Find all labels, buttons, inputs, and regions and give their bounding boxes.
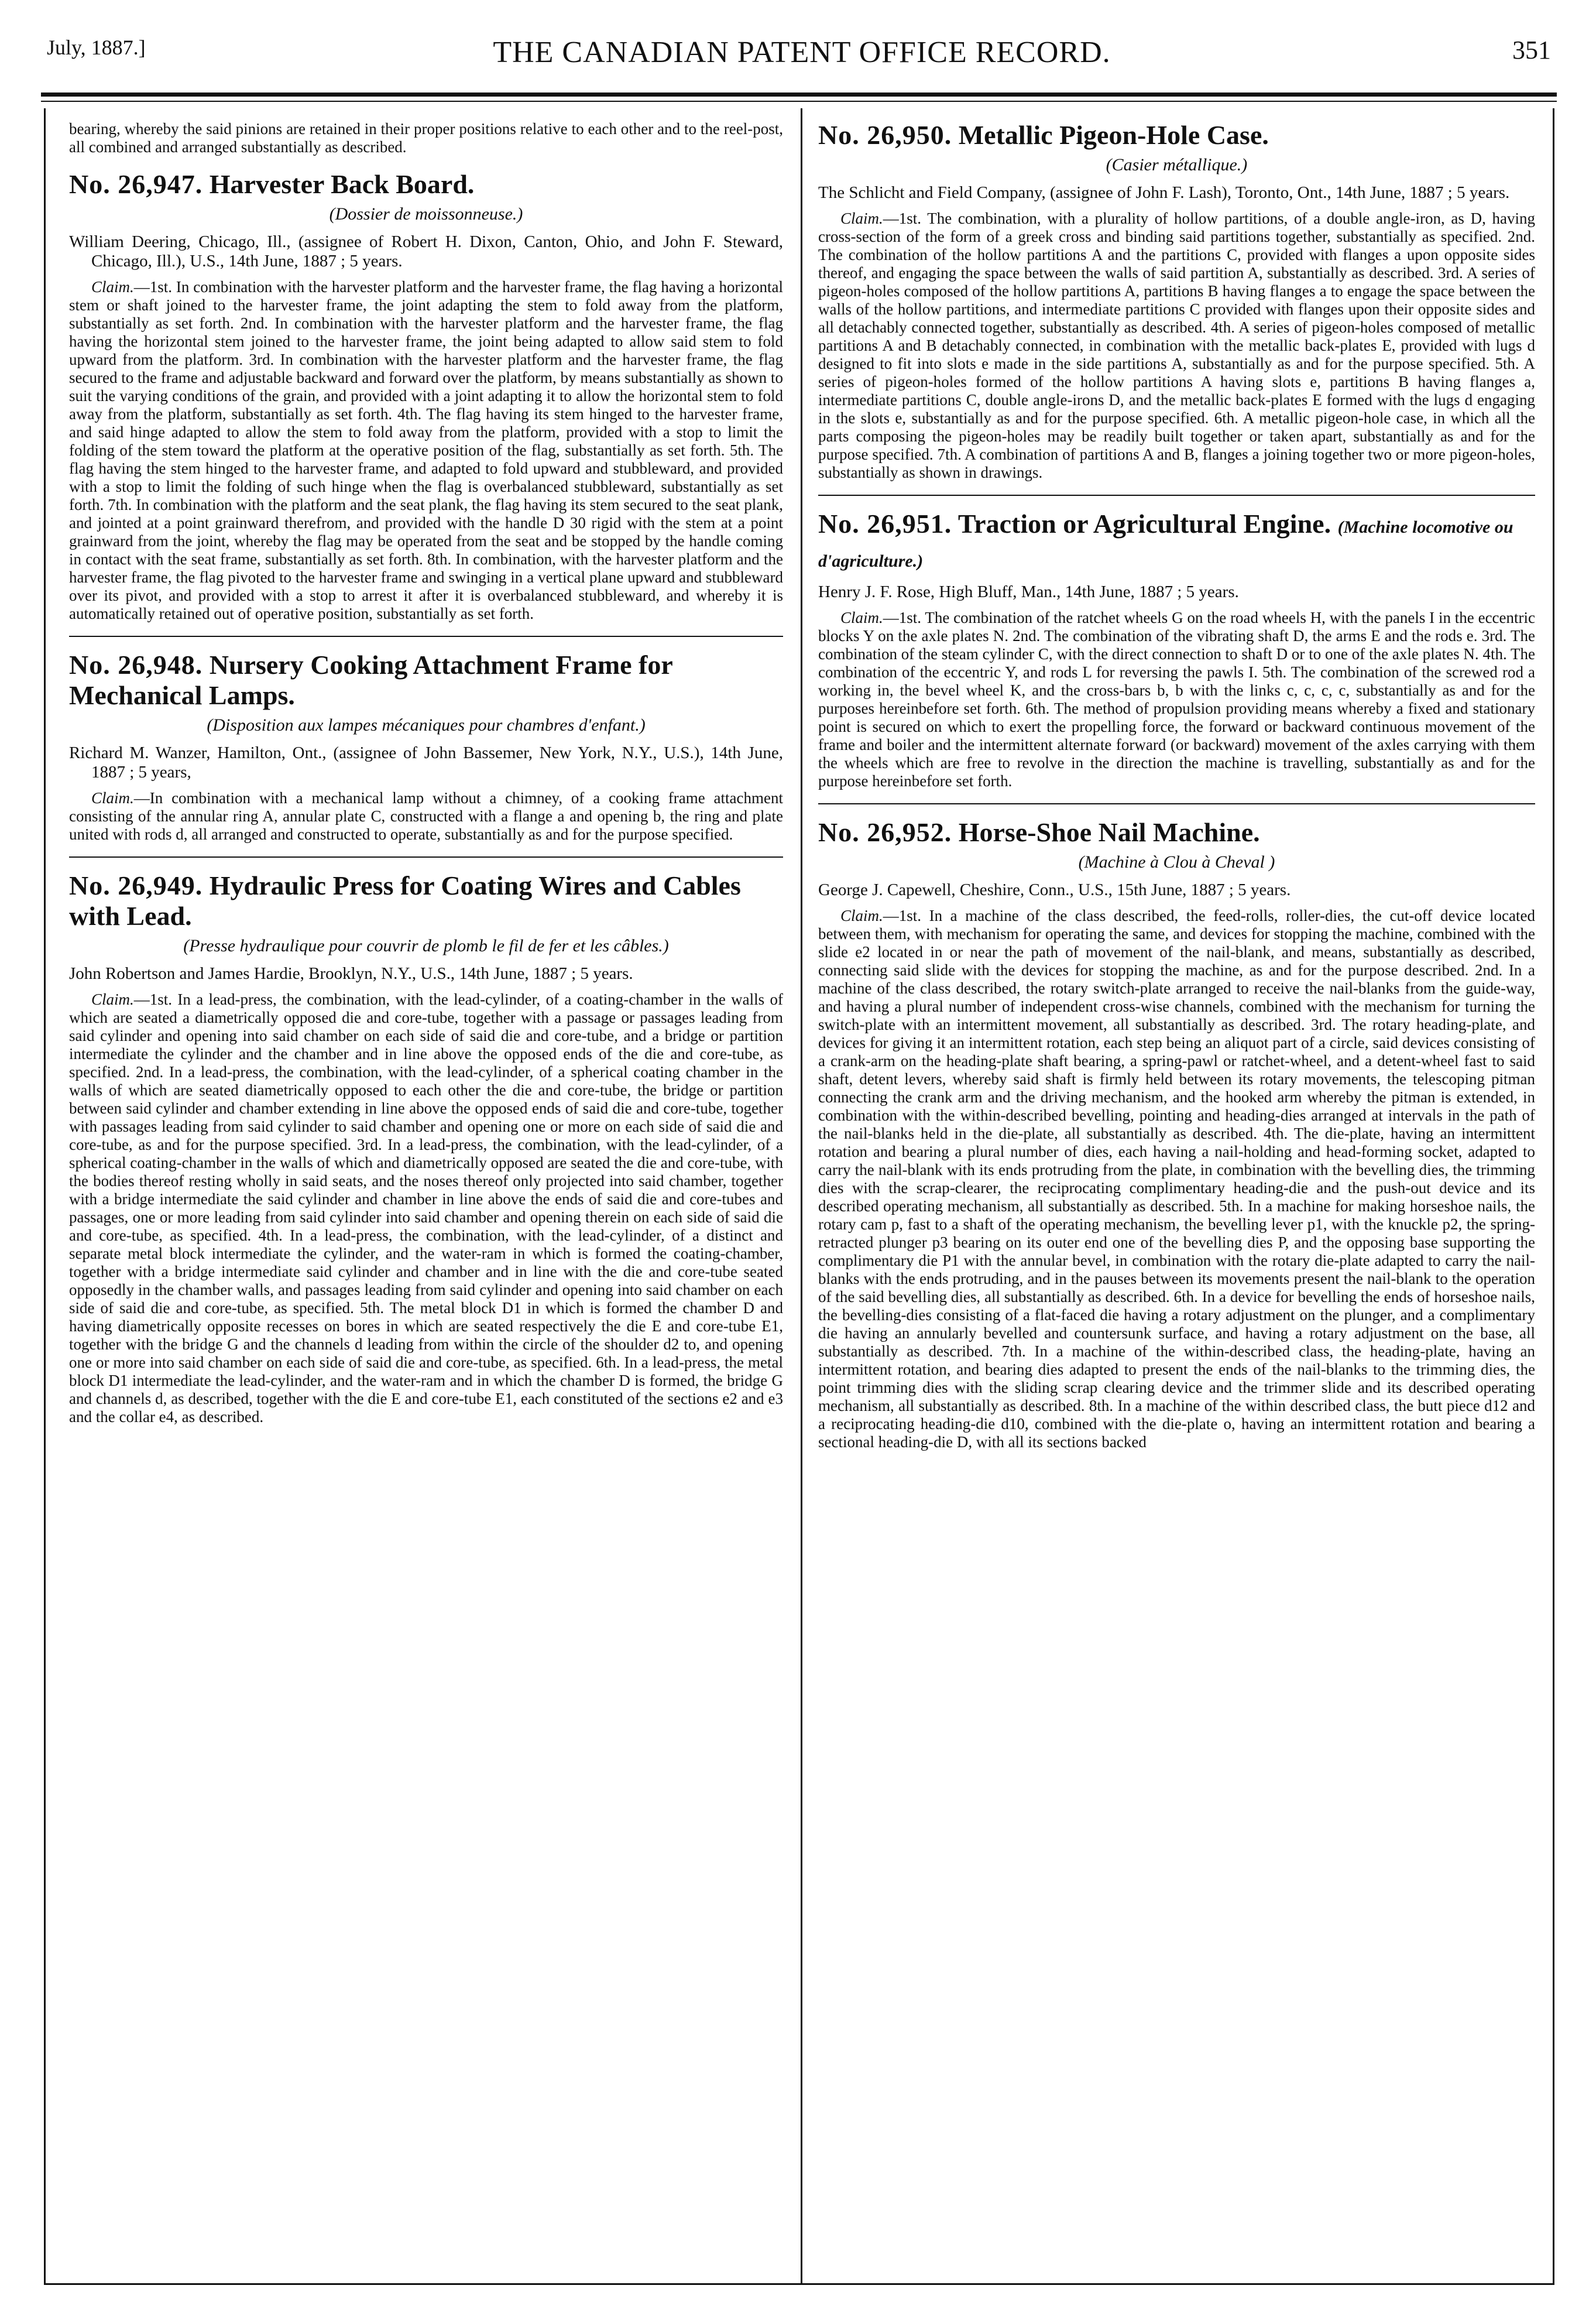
section-divider [69, 636, 783, 637]
claim-text: —1st. The combination of the ratchet wheels G on the road wheels H, with the panels I in the eccentric blocks Y on the axle plates N. 2nd. The combination of the vibrating shaft D, the arms E and the rods e. 3rd. The combination of the steam cylinder C, with the direct connection to shaft D or to one of the axle plates N. 4th. The combination of the eccentric Y, and rods L for reversing the pawls I. 5th. The combination of the screwed rod a working in, the bevel wheel K, and the cross-bars b, b with the links c, c, c, c, substantially as and for the purposes hereinbefore set forth. 6th. The method of propulsion providing means whereby a fixed and stationary point is secured on which to exert the propelling force, the forward or backward continuous movement of the frame and boiler and the intermittent alternate forward (or backward) movement of the axles carrying with them the wheels which are free to revolve in the direction the machine is travelling, substantially as and for the purpose hereinbefore set forth. [818, 609, 1535, 790]
claim-text: —In combination with a mechanical lamp without a chimney, of a cooking frame attachment consisting of the annular ring A, annular plate C, constructed with a flange a and opening b, the ring and plate united with rods d, all arranged and constructed to operate, substantially as and for the purpose specified. [69, 789, 783, 843]
patent-heading [818, 120, 1535, 150]
french-title: (Machine locomotive ou d'agriculture.) [818, 518, 1513, 571]
patent-title: Horse-Shoe Nail Machine. [958, 817, 1260, 847]
header-rule-thick [41, 92, 1557, 97]
section-divider [69, 856, 783, 858]
patent-assignee: The Schlicht and Field Company, (assignee of John F. Lash), Toronto, Ont., 14th June, 1887 ; 5 years. [818, 183, 1510, 202]
patent-heading [69, 650, 783, 711]
french-title: (Presse hydraulique pour couvrir de plomb le fil de fer et les câbles.) [183, 936, 669, 955]
patent-number: No. 26,947. [69, 169, 203, 199]
patent-entry-26948 [69, 650, 783, 844]
column-divider [801, 108, 802, 2283]
patent-entry-26951 [818, 509, 1535, 790]
patent-title: Hydraulic Press for Coating Wires and Cables with Lead. [69, 871, 741, 931]
patent-heading [818, 509, 1535, 577]
claim-label: Claim. [840, 907, 883, 924]
patent-claim [69, 278, 783, 623]
patent-claim [818, 210, 1535, 482]
header-rule-thin [41, 101, 1557, 102]
section-divider [818, 495, 1535, 496]
patent-entry-26952 [818, 817, 1535, 1451]
patent-assignee: Henry J. F. Rose, High Bluff, Man., 14th June, 1887 ; 5 years. [818, 583, 1239, 601]
patent-number: No. 26,948. [69, 650, 203, 680]
claim-text: —1st. In combination with the harvester platform and the harvester frame, the flag having a horizontal stem or shaft joined to the harvester frame, the joint adapting the stem to fold away from the platform, substantially as set forth. 2nd. In combination with the harvester platform and the harvester frame, the flag having the horizontal stem joined to the harvester frame, the joint being adapted to allow said stem to fold upward from the platform. 3rd. In combination with the harvester platform and the harvester frame, the flag secured to the frame and adjustable backward and forward over the platform, by means substantially as shown to suit the varying conditions of the grain, and provided with a joint adapting it to allow the horizontal stem to fold away from the platform, substantially as set forth. 4th. The flag having its stem hinged to the harvester frame, and said hinge adapted to allow the stem to fold away from the platform, provided with a stop to limit the folding of the stem toward the platform at the operative position of the flag, substantially as set forth. 5th. The flag having the stem hinged to the harvester frame, and adapted to fold upward and stubbleward, and provided with a stop to limit the folding of such hinge when the flag is overbalanced stubbleward, substantially as set forth. 7th. In combination with the platform and the seat plank, the flag having its stem secured to the seat plank, and jointed at a point grainward therefrom, and provided with the handle D 30 rigid with the stem at a point grainward from the joint, whereby the flag may be operated from the seat and be stopped by the handle coming in contact with the seat frame, substantially as set forth. 8th. In combination, with the harvester platform and the harvester frame, the flag pivoted to the harvester frame and swinging in a vertical plane upward and stubbleward over its pivot, and provided with a stop to arrest it after it is overbalanced stubbleward, and whereby it is automatically retained out of operative position, substantially as set forth. [69, 278, 783, 622]
patent-title: Nursery Cooking Attachment Frame for Mechanical Lamps. [69, 650, 672, 710]
french-title: (Casier métallique.) [1106, 155, 1248, 174]
patent-heading [69, 169, 783, 200]
claim-label: Claim. [840, 609, 883, 626]
patent-title: Harvester Back Board. [209, 169, 475, 199]
patent-heading [69, 871, 783, 931]
page-header [41, 35, 1563, 82]
right-column [818, 120, 1535, 2269]
publication-title: THE CANADIAN PATENT OFFICE RECORD. [493, 36, 1111, 69]
patent-claim [69, 991, 783, 1426]
patent-assignee: John Robertson and James Hardie, Brooklyn, N.Y., U.S., 14th June, 1887 ; 5 years. [69, 964, 633, 983]
claim-label: Claim. [91, 991, 134, 1008]
claim-label: Claim. [91, 789, 134, 807]
claim-text: —1st. The combination, with a plurality of hollow partitions, of a double angle-iron, as D, having cross-section of the form of a greek cross and binding said partitions together, substantially as specified. 2nd. The combination of the hollow partitions A and the partitions C, provided with flanges a upon opposite sides thereof, and engaging the space between the walls of said partition A, substantially as described. 3rd. A series of pigeon-holes composed of the hollow partitions A, partitions B having flanges a to engage the space between the walls of the hollow partitions, and intermediate partitions C provided with flanges upon their opposite sides and all detachably connected together, substantially as described. 4th. A series of pigeon-holes composed of metallic partitions A and B detachably connected, in combination with the metallic back-plates E, provided with lugs d designed to fit into slots e made in the side partitions A, substantially as and for the purpose specified. 5th. A series of pigeon-holes formed of the hollow partitions A having slots e, partitions B having flanges a, intermediate partitions C, double angle-irons D, and the metallic back-plates E formed with the lugs d engaging in the slots e, substantially as and for the purpose specified. 6th. A metallic pigeon-hole case, in which all the parts composing the pigeon-holes may be readily built together or taken apart, substantially as and for the purpose specified. 7th. A combination of partitions A and B, flanges a joining together two or more pigeon-holes, substantially as shown in drawings. [818, 210, 1535, 481]
patent-title: Metallic Pigeon-Hole Case. [958, 120, 1269, 150]
french-title: (Dossier de moissonneuse.) [329, 204, 523, 224]
french-title: (Machine à Clou à Cheval ) [1078, 852, 1275, 872]
patent-number: No. 26,950. [818, 120, 952, 150]
page-number: 351 [1512, 36, 1551, 64]
patent-heading [818, 817, 1535, 848]
patent-entry-26950 [818, 120, 1535, 482]
french-title: (Disposition aux lampes mécaniques pour chambres d'enfant.) [207, 715, 646, 735]
claim-text: —1st. In a machine of the class described, the feed-rolls, roller-dies, the cut-off device located between them, with mechanism for operating the same, and devices for stopping the machine, combined with the slide e2 located in or near the path of movement of the nail-blank, and means, substantially as described, connecting said slide with the devices for stopping the machine, as and for the purpose described. 2nd. In a machine of the class described, the rotary switch-plate arranged to receive the nail-blanks from the guide-way, and having a plural number of independent cross-wise channels, combined with the mechanism for turning the switch-plate with an intermittent movement, all substantially as described. 3rd. The rotary heading-plate, and devices for giving it an intermittent rotation, each step being an aliquot part of a circle, said devices consisting of a crank-arm on the heading-plate shaft bearing, a spring-pawl or ratchet-wheel, and a detent-wheel fast to said shaft, detent levers, whereby said shaft is firmly held between its rotary movements, the telescoping pitman connecting the crank arm and the driving mechanism, and the hooked arm whereby the pitman is extended, in combination with the within-described bevelling, pointing and heading-dies arranged at intervals in the path of the nail-blanks held in the die-plate, all substantially as described. 4th. The die-plate, having an intermittent rotation and bearing a plural number of dies, each having a nail-holding and head-forming socket, adapted to carry the nail-blank with its ends protruding from the plate, in combination with the bevelling dies, the trimming dies with the scrap-clearer, the reciprocating complimentary heading-die and the push-out device and its described operating mechanism, all substantially as described. 5th. In a machine for making horseshoe nails, the rotary cam p, fast to a shaft of the operating mechanism, the bevelling lever p1, with the knuckle p2, the spring-retracted plunger p3 bearing on its outer end one of the bevelling dies P, and the opposing base supporting the complimentary die P1 with the annular bevel, in combination with the rotary die-plate adapted to carry the nail-blanks with the ends protruding, and in the pauses between its movements present the nail-blank to the operation of the said bevelling dies, all substantially as described. 6th. In a device for bevelling the ends of horseshoe nails, the bevelling-dies consisting of a flat-faced die having a rotary adjustment on the plunger, and a complimentary die having an annularly bevelled and countersunk surface, and having a rotary adjustment on the base, all substantially as described. 7th. In a machine of the within-described class, the heading-plate, having an intermittent rotation, and bearing dies adapted to present the ends of the nail-blanks to the trimming dies, the point trimming dies with the sliding scrap clearing device and the trimmer slide and its described operating mechanism, all substantially as described. 8th. In a machine of the within described class, the butt piece d12 and a reciprocating heading-die d10, combined with the die-plate o, having an intermittent rotation and bearing a sectional heading-die D, with all its sections backed [818, 907, 1535, 1451]
claim-label: Claim. [91, 278, 134, 296]
claim-label: Claim. [840, 210, 883, 227]
section-divider [818, 803, 1535, 804]
patent-title: Traction or Agricultural Engine. [957, 509, 1331, 539]
patent-assignee: George J. Capewell, Cheshire, Conn., U.S., 15th June, 1887 ; 5 years. [818, 880, 1291, 899]
patent-assignee: William Deering, Chicago, Ill., (assignee of Robert H. Dixon, Canton, Ohio, and John F. Steward, Chicago, Ill.), U.S., 14th June, 1887 ; 5 years. [69, 232, 783, 270]
patent-entry-26947 [69, 169, 783, 623]
patent-claim [818, 609, 1535, 790]
patent-number: No. 26,949. [69, 871, 203, 900]
continuation-text: bearing, whereby the said pinions are retained in their proper positions relative to each other and to the reel-post, all combined and arranged substantially as described. [69, 120, 783, 156]
patent-entry-26949 [69, 871, 783, 1426]
patent-number: No. 26,951. [818, 509, 952, 539]
issue-date: July, 1887.] [47, 36, 146, 59]
patent-assignee: Richard M. Wanzer, Hamilton, Ont., (assignee of John Bassemer, New York, N.Y., U.S.), 14th June, 1887 ; 5 years, [69, 744, 783, 782]
left-column [69, 120, 783, 2269]
claim-text: —1st. In a lead-press, the combination, with the lead-cylinder, of a coating-chamber in the walls of which are seated a diametrically opposed die and core-tube, together with a passage or passages leading from said cylinder and opening into said chamber on each side of said die and core-tube, and a bridge or partition intermediate the cylinder and the chamber and in line above the opposed ends of the die and core-tube, as specified. 2nd. In a lead-press, the combination, with the lead-cylinder, of a spherical coating chamber in the walls of which are seated diametrically opposed to each other the die and core-tube, the bridge or partition between said cylinder and chamber extending in line above the opposed ends of said die and core-tube, together with passages leading from said cylinder to said chamber and opening one or more on each side of said die and core-tube, as and for the purpose specified. 3rd. In a lead-press, the combination, with the lead-cylinder, of a spherical coating-chamber in the walls of which and diametrically opposed are seated the die and core-tube, with the bodies thereof resting wholly in said seats, and the noses thereof only projected into said chamber, together with a bridge intermediate the said cylinder and chamber in line above the ends of said die and core-tubes and passages, one or more leading from said cylinder into said chamber and opening therein on each side of said die and core-tube, as specified. 4th. In a lead-press, the combination, with the lead-cylinder, of a distinct and separate metal block intermediate the cylinder, and the water-ram in which is formed the coating-chamber, together with a bridge intermediate said cylinder and chamber and in line with the die and core-tube seated opposedly in the chamber walls, and passages leading from said cylinder and opening into said chamber on each side of said die and core-tube, as specified. 5th. The metal block D1 in which is formed the chamber D and having diametrically opposite recesses on bores in which are seated respectively the die E and core-tube E1, together with the bridge G and the channels d leading from within the circle of the shoulder d2 to, and opening one or more into said chamber on each side of said die and core-tube, as specified. 6th. In a lead-press, the metal block D1 intermediate the lead-cylinder, and the water-ram and in which the chamber D is formed, the bridge G and channels d, as described, together with the die E and core-tube E1, each constituted of the sections e2 and e3 and the collar e4, as described. [69, 991, 783, 1426]
patent-number: No. 26,952. [818, 817, 952, 847]
patent-claim [818, 907, 1535, 1451]
patent-claim [69, 789, 783, 844]
